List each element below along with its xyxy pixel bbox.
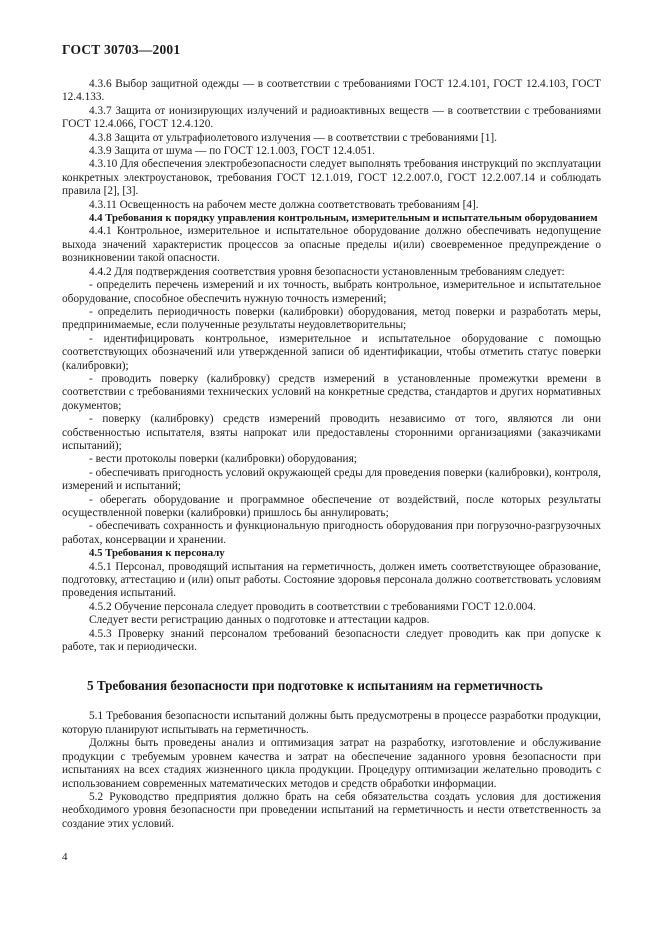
paragraph-4-3-10: 4.3.10 Для обеспечения электробезопасности следует выполнять требования инструкций по эксплуатации конкретных электроустановок, требования ГОСТ 12.1.019, ГОСТ 12.2.007.0, ГОСТ 12.2.007.14 и соблюдать правила [2], [3]. xyxy=(62,158,601,198)
paragraph-4-3-11: 4.3.11 Освещенность на рабочем месте должна соответствовать требованиям [4]. xyxy=(89,198,479,211)
paragraph-4-5-2-note: Следует вести регистрацию данных о подготовке и аттестации кадров. xyxy=(89,614,430,627)
paragraph-4-3-9: 4.3.9 Защита от шума — по ГОСТ 12.1.003, ГОСТ 12.4.051. xyxy=(89,145,375,158)
paragraph-4-3-8: 4.3.8 Защита от ультрафиолетового излучения — в соответствии с требованиями [1]. xyxy=(89,131,497,144)
document-body xyxy=(62,78,601,831)
paragraph-5-1-cont: Должны быть проведены анализ и оптимизация затрат на разработку, изготовление и обслуживание продукции с требуемым уровнем качества и затрат на обеспечение заданного уровня безопасности при испытаниях на всех стадиях жизненного цикла продукции. Процедуру оптимизации желательно проводить с использованием современных математических методов и средств обработки информации. xyxy=(62,737,601,790)
page-number: 4 xyxy=(62,851,68,863)
paragraph-5-1: 5.1 Требования безопасности испытаний должны быть предусмотрены в процессе разработки продукции, которую планируют испытывать на герметичность. xyxy=(62,710,601,736)
list-item: - проводить поверку (калибровку) средств измерений в установленные промежутки времени в соответствии с требованиями технических условий на конкретные средства, стандартов и других нормативных документов; xyxy=(62,372,601,412)
paragraph-4-3-6: 4.3.6 Выбор защитной одежды — в соответствии с требованиями ГОСТ 12.4.101, ГОСТ 12.4.103, ГОСТ 12.4.133. xyxy=(62,78,601,104)
list-item: - обеспечивать пригодность условий окружающей среды для проведения поверки (калибровки), контроля, измерений и испытаний; xyxy=(62,466,601,493)
paragraph-4-4-1: 4.4.1 Контрольное, измерительное и испытательное оборудование должно обеспечивать недопущение выхода значений характеристик процессов за опасные пределы и(или) своевременное предупреждение о возникновении такой опасности. xyxy=(62,225,601,265)
list-item: - поверку (калибровку) средств измерений проводить независимо от того, являются ли они собственностью испытателя, взяты напрокат или предоставлены сторонними организациями (заказчиками испытаний); xyxy=(62,413,601,452)
paragraph-4-5-2: 4.5.2 Обучение персонала следует проводить в соответствии с требованиями ГОСТ 12.0.004. xyxy=(89,600,536,613)
subheading-4-4: 4.4 Требования к порядку управления контрольным, измерительным и испытательным оборудованием xyxy=(89,212,598,225)
paragraph-4-4-2: 4.4.2 Для подтверждения соответствия уровня безопасности установленным требованиям следует: xyxy=(89,265,565,278)
paragraph-4-5-3: 4.5.3 Проверку знаний персоналом требований безопасности следует проводить как при допуске к работе, так и периодически. xyxy=(62,627,601,654)
list-item: - определить периодичность поверки (калибровки) оборудования, метод поверки и разработать меры, предпринимаемые, если полученные результаты неудовлетворительны; xyxy=(62,305,601,332)
list-item: - идентифицировать контрольное, измерительное и испытательное оборудование с помощью соответствующих обозначений или утвержденной записи об идентификации, чтобы отметить статус поверки (калибровки); xyxy=(62,332,601,372)
section-5-title: 5 Требования безопасности при подготовке к испытаниям на герметичность xyxy=(87,678,543,694)
list-item: - оберегать оборудование и программное обеспечение от воздействий, после которых результаты осуществленной поверки (калибровки) пришлось бы аннулировать; xyxy=(62,493,601,519)
subheading-4-5: 4.5 Требования к персоналу xyxy=(89,547,225,560)
paragraph-4-3-7: 4.3.7 Защита от ионизирующих излучений и радиоактивных веществ — в соответствии с требованиями ГОСТ 12.4.066, ГОСТ 12.4.120. xyxy=(62,104,601,131)
list-item: - определить перечень измерений и их точность, выбрать контрольное, измерительное и испытательное оборудование, способное обеспечить нужную точность измерений; xyxy=(62,279,601,305)
paragraph-5-2: 5.2 Руководство предприятия должно брать на себя обязательства создать условия для достижения необходимого уровня безопасности при проведении испытаний на герметичность и нести ответственность за создание этих условий. xyxy=(62,790,601,830)
list-item: - обеспечивать сохранность и функциональную пригодность оборудования при погрузочно-разгрузочных работах, консервации и хранении. xyxy=(62,520,601,546)
list-item: - вести протоколы поверки (калибровки) оборудования; xyxy=(89,453,357,466)
paragraph-4-5-1: 4.5.1 Персонал, проводящий испытания на герметичность, должен иметь соответствующее образование, подготовку, аттестацию и (или) опыт работы. Состояние здоровья персонала должно соответствовать условиям проведения испытаний. xyxy=(62,560,601,600)
document-header: ГОСТ 30703—2001 xyxy=(62,42,181,57)
